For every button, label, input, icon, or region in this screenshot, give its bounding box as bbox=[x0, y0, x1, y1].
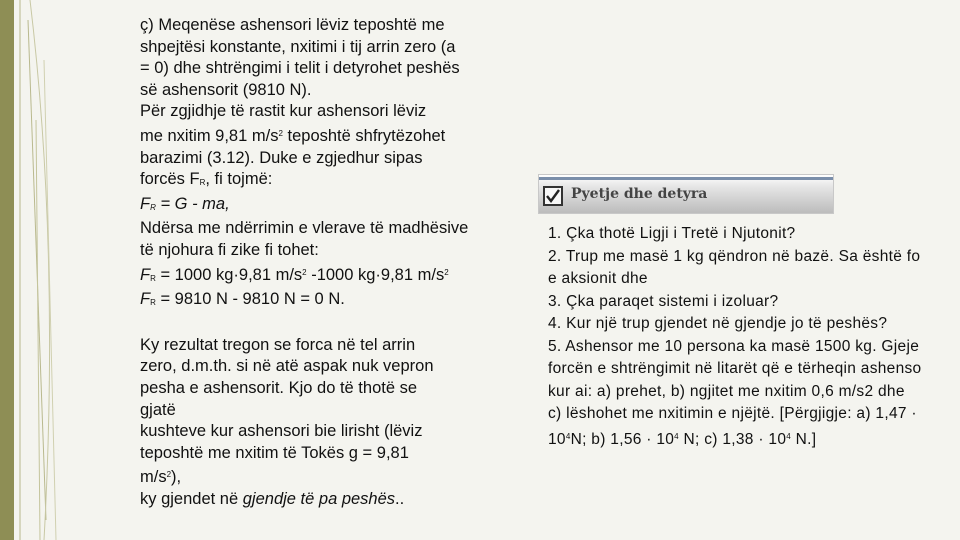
italic-fragment: gjendje të pa peshës bbox=[242, 489, 396, 508]
text-line: pesha e ashensorit. Kjo do të thotë se bbox=[140, 378, 418, 397]
text-fragment: ky gjendet në bbox=[140, 489, 243, 508]
text-line: të njohura fi zike fi tohet: bbox=[140, 240, 319, 259]
text-fragment: forcës F bbox=[140, 170, 200, 189]
formula-line bbox=[140, 262, 520, 290]
superscript: 4 bbox=[786, 431, 791, 441]
text-line: Ndërsa me ndërrimin e vlerave të madhësive bbox=[140, 219, 469, 238]
text-fragment: = 9810 N - 9810 N = 0 N. bbox=[155, 290, 345, 309]
text-line bbox=[140, 464, 520, 489]
text-line bbox=[140, 123, 520, 148]
text-fragment: N.] bbox=[791, 430, 817, 448]
text-line: = 0) dhe shtrëngimi i telit i detyrohet peshës bbox=[140, 59, 460, 78]
subscript: R bbox=[150, 298, 156, 308]
subscript: R bbox=[199, 178, 206, 188]
explanation-text bbox=[140, 15, 520, 510]
question-line: c) lëshohet me nxitimin e njëjtë. [Përgjigje: a) 1,47 · bbox=[548, 405, 917, 422]
text-fragment: me nxitim 9,81 m/s bbox=[140, 126, 279, 145]
text-line: kushteve kur ashensori bie lirisht (lëviz bbox=[140, 422, 423, 441]
superscript: 2 bbox=[444, 267, 449, 277]
questions-list bbox=[548, 223, 960, 451]
question-line: kur ai: a) prehet, b) ngjitet me nxitim 0,6 m/s2 dhe bbox=[548, 382, 905, 400]
text-line bbox=[140, 169, 520, 194]
formula-line bbox=[140, 194, 520, 219]
text-fragment: F bbox=[140, 194, 151, 213]
superscript: 2 bbox=[302, 267, 307, 277]
superscript: 4 bbox=[674, 431, 679, 441]
question-line: 2. Trup me masë 1 kg qëndron në bazë. Sa është fo bbox=[548, 247, 921, 265]
text-fragment: N; b) 1,56 · 10 bbox=[570, 430, 675, 448]
question-line: forcën e shtrëngimit në litarët që e tërheqin ashenso bbox=[548, 360, 922, 377]
text-fragment: .. bbox=[395, 489, 405, 508]
question-line: e aksionit dhe bbox=[548, 270, 648, 287]
text-line: gjatë bbox=[140, 400, 176, 419]
text-fragment: m/s bbox=[140, 468, 167, 487]
subscript: R bbox=[150, 202, 156, 212]
text-fragment: 10 bbox=[548, 430, 566, 448]
text-fragment: -1000 kg·9,81 m/s bbox=[306, 265, 445, 284]
decorative-lines bbox=[0, 0, 140, 540]
question-line: 5. Ashensor me 10 persona ka masë 1500 kg. Gjeje bbox=[548, 337, 920, 355]
question-line: 1. Çka thotë Ligji i Tretë i Njutonit? bbox=[548, 225, 796, 242]
superscript: 4 bbox=[565, 431, 571, 441]
text-fragment: , fi tojmë: bbox=[205, 170, 273, 189]
text-line: Për zgjidhje të rastit kur ashensori lëviz bbox=[140, 102, 427, 121]
formula-line bbox=[140, 289, 520, 314]
superscript: 2 bbox=[278, 128, 283, 138]
text-fragment: = G - ma, bbox=[155, 194, 230, 213]
text-line: Ky rezultat tregon se forca në tel arrin bbox=[140, 335, 416, 354]
superscript: 2 bbox=[166, 470, 172, 480]
text-fragment: teposhtë shfrytëzohet bbox=[282, 126, 446, 145]
questions-banner bbox=[538, 174, 834, 214]
text-line bbox=[140, 489, 520, 511]
text-line: barazimi (3.12). Duke e zgjedhur sipas bbox=[140, 148, 423, 167]
paragraph-gap bbox=[140, 314, 520, 335]
checkmark-icon bbox=[545, 188, 561, 204]
text-line: së ashensorit (9810 N). bbox=[140, 80, 312, 99]
checkbox-icon bbox=[543, 186, 563, 206]
text-line: teposhtë me nxitim të Tokës g = 9,81 bbox=[140, 443, 409, 462]
question-line: 4. Kur një trup gjendet në gjendje jo të peshës? bbox=[548, 315, 888, 332]
banner-title: Pyetje dhe detyra bbox=[571, 186, 708, 202]
text-fragment: F bbox=[140, 265, 151, 284]
text-fragment: F bbox=[140, 290, 151, 309]
text-line: shpejtësi konstante, nxitimi i tij arrin zero (a bbox=[140, 37, 456, 56]
text-fragment: N; c) 1,38 · 10 bbox=[678, 430, 787, 448]
question-line: 3. Çka paraqet sistemi i izoluar? bbox=[548, 292, 779, 310]
text-fragment: ), bbox=[171, 468, 182, 487]
text-fragment: = 1000 kg·9,81 m/s bbox=[155, 265, 303, 284]
text-line: zero, d.m.th. si në atë aspak nuk vepron bbox=[140, 357, 434, 376]
text-line: ç) Meqenëse ashensori lëviz teposhtë me bbox=[140, 16, 445, 34]
banner-stripe bbox=[539, 177, 833, 180]
question-line bbox=[548, 426, 960, 452]
subscript: R bbox=[150, 273, 156, 283]
